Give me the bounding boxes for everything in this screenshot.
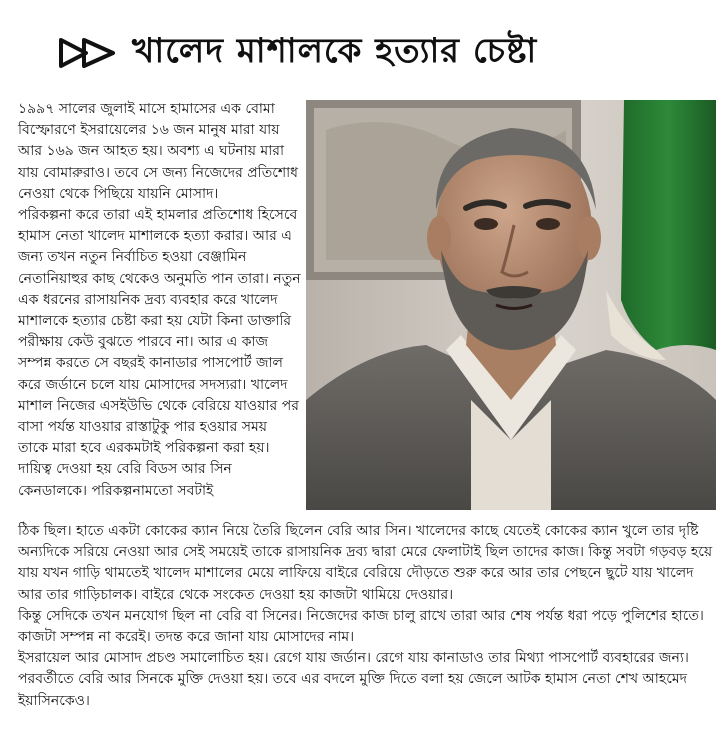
portrait-photo	[306, 100, 716, 510]
article-full-width-text	[18, 521, 716, 712]
paragraph-aftermath: ইসরায়েল আর মোসাদ প্রচণ্ড সমালোচিত হয়। রেগে যায় জর্ডান। রেগে যায় কানাডাও তার মিথ্যা পাসপোর্ট ব্যবহারের জন্য। পরবর্তীতে বেরি আর সিনকে মুক্তি দেওয়া হয়। তবে এর বদলে মুক্তি দিতে বলা হয় জেলে আটক হামাস নেতা শেখ আহমেদ ইয়াসিনকেও।	[18, 650, 689, 709]
article-title: খালেদ মাশালকে হত্যার চেষ্টা	[132, 30, 538, 71]
title-row	[58, 28, 537, 78]
paragraph-plan: পরিকল্পনা করে তারা এই হামলার প্রতিশোধ হিসেবে হামাস নেতা খালেদ মাশালকে হত্যা করার। আর এ জন্য তখন নতুন নির্বাচিত হওয়া বেঞ্জামিন নেতানিয়াহুর কাছ থেকেও অনুমতি পান তারা। নতুন এক ধরনের রাসায়নিক দ্রব্য ব্যবহার করে খালেদ মাশালকে হত্যার চেষ্টা করা হয় যেটা কিনা ডাক্তারি পরীক্ষায় কেউ বুঝতে পারবে না। আর এ কাজ সম্পন্ন করতে সে বছরই কানাডার পাসপোর্ট জাল করে জর্ডানে চলে যায় মোসাদের সদস্যরা। খালেদ মাশাল নিজের এসইউভি থেকে বেরিয়ে যাওয়ার পর বাসা পর্যন্ত যাওয়ার রাস্তাটুকু পার হওয়ার সময় তাকে মারা হবে এরকমটাই পরিকল্পনা করা হয়। দায়িত্ব দেওয়া হয় বেরি বিডস আর সিন কেনডালকে। পরিকল্পনামতো সবটাই	[18, 207, 301, 499]
article-column-text	[18, 99, 301, 502]
double-play-arrow-icon	[58, 36, 118, 70]
paragraph-intro: ১৯৯৭ সালের জুলাই মাসে হামাসের এক বোমা বিস্ফোরণে ইসরায়েলের ১৬ জন মানুষ মারা যায় আর ১৬৯ জন আহত হয়। অবশ্য এ ঘটনায় মারা যায় বোমারুরাও। তবে সে জন্য নিজেদের প্রতিশোধ নেওয়া থেকে পিছিয়ে যায়নি মোসাদ।	[18, 101, 299, 202]
portrait-illustration	[306, 100, 716, 510]
paragraph-execution: ঠিক ছিল। হাতে একটা কোকের ক্যান নিয়ে তৈরি ছিলেন বেরি আর সিন। খালেদের কাছে যেতেই কোকের ক্যান খুলে তার দৃষ্টি অন্যদিকে সরিয়ে নেওয়া আর সেই সময়েই তাকে রাসায়নিক দ্রব্য দ্বারা মেরে ফেলাটাই ছিল তাদের কাজ। কিন্তু সবটা গড়বড় হয়ে যায় যখন গাড়ি থামতেই খালেদ মাশালের মেয়ে লাফিয়ে বাইরে বেরিয়ে দৌড়তে শুরু করে আর তার পেছনে ছুটে যায় খালেদ আর তার গাড়িচালক। বাইরে থেকে সংকেত দেওয়া হয় কাজটা থামিয়ে দেওয়ার।	[18, 523, 713, 603]
paragraph-arrest: কিন্তু সেদিকে তখন মনযোগ ছিল না বেরি বা সিনের। নিজেদের কাজ চালু রাখে তারা আর শেষ পর্যন্ত ধরা পড়ে পুলিশের হাতে। কাজটা সম্পন্ন না করেই। তদন্ত করে জানা যায় মোসাদের নাম।	[18, 607, 704, 646]
